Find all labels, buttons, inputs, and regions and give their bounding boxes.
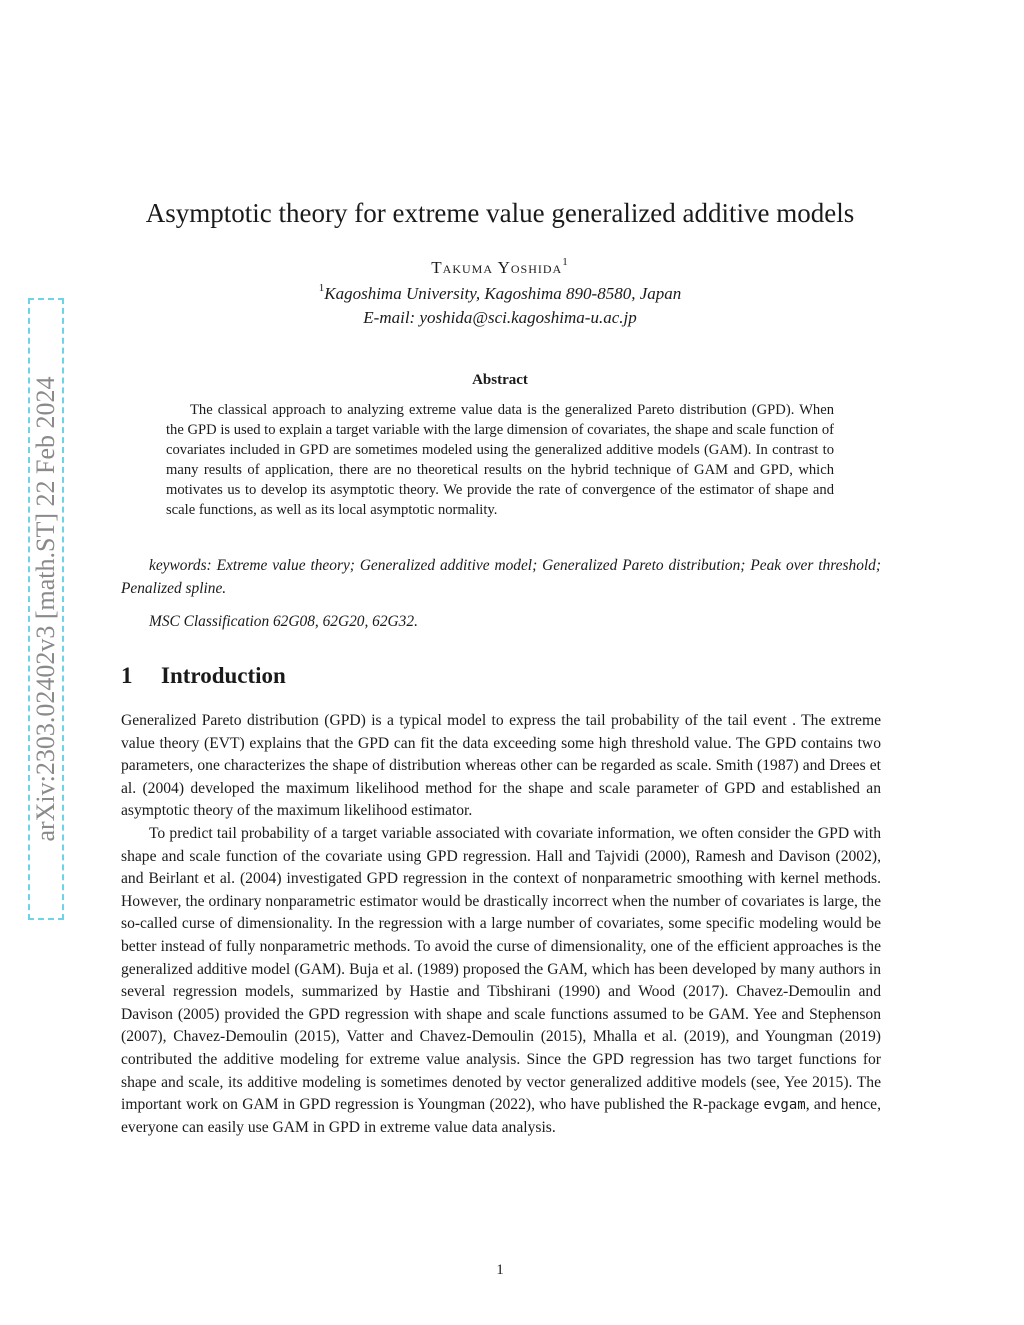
paper-title: Asymptotic theory for extreme value generalized additive models bbox=[145, 198, 855, 228]
paragraph-2-end: , and hence, everyone can easily use GAM in GPD in extreme value data analysis. bbox=[121, 1096, 881, 1136]
arxiv-identifier: arXiv:2303.02402v3 [math.ST] 22 Feb 2024 bbox=[31, 376, 60, 842]
author-superscript: 1 bbox=[562, 256, 569, 268]
paragraph-2-main: To predict tail probability of a target variable associated with covariate information, we often consider the GPD with shape and scale function of the covariate using GPD regression. Hall and Tajvidi (2000), Ramesh and Davison (2002), and Beirlant et al. (2004) investigated GPD regression in the context of nonparametric smoothing with kernel methods. However, the ordinary nonparametric estimator would be drastically incorrect when the number of covariates is large, the so-called curse of dimensionality. In the regression with a large number of covariates, some specific modeling would be better instead of fully nonparametric methods. To avoid the curse of dimensionality, one of the efficient approaches is the generalized additive model (GAM). Buja et al. (1989) proposed the GAM, which has been developed by many authors in several regression models, summarized by Hastie and Tibshirani (1990) and Wood (2017). Chavez-Demoulin and Davison (2005) provided the GPD regression with shape and scale functions assumed to be GAM. Yee and Stephenson (2007), Chavez-Demoulin (2015), Vatter and Chavez-Demoulin (2015), Mhalla et al. (2019), and Youngman (2019) contributed the additive modeling for extreme value analysis. Since the GPD regression has two target functions for shape and scale, its additive modeling is sometimes denoted by vector generalized additive models (see, Yee 2015). The important work on GAM in GPD regression is Youngman (2022), who have published the R-package bbox=[121, 824, 881, 1114]
author-email: E-mail: yoshida@sci.kagoshima-u.ac.jp bbox=[363, 308, 637, 327]
page-number: 1 bbox=[496, 1262, 504, 1278]
section-number: 1 bbox=[121, 663, 133, 688]
paragraph-1: Generalized Pareto distribution (GPD) is a typical model to express the tail probability of the tail event . The extreme value theory (EVT) explains that the GPD can fit the data exceeding some high threshold value. The GPD contains two parameters, one characterizes the shape of distribution whereas other can be regarded as scale. Smith (1987) and Drees et al. (2004) developed the maximum likelihood method for the shape and scale parameter of GPD and established an asymptotic theory of the maximum likelihood estimator. bbox=[121, 712, 881, 820]
affiliation bbox=[100, 284, 900, 304]
section-body bbox=[121, 710, 881, 1139]
section-heading bbox=[121, 663, 821, 689]
affiliation-superscript: 1 bbox=[318, 282, 325, 294]
affiliation-text: Kagoshima University, Kagoshima 890-8580, Japan bbox=[324, 284, 682, 303]
abstract-heading: Abstract bbox=[472, 372, 528, 388]
arxiv-stamp bbox=[28, 298, 64, 920]
author-name: Takuma Yoshida bbox=[431, 258, 563, 277]
section-title: Introduction bbox=[161, 663, 286, 688]
author bbox=[100, 258, 900, 278]
msc-classification: MSC Classification 62G08, 62G20, 62G32. bbox=[149, 613, 418, 630]
abstract-text: The classical approach to analyzing extreme value data is the generalized Pareto distribution (GPD). When the GPD is used to explain a target variable with the large dimension of covariates, the shape and scale function of covariates included in GPD are sometimes modeled using the generalized additive models (GAM). In contrast to many results of application, there are no theoretical results on the hybrid technique of GAM and GPD, which motivates us to develop its asymptotic theory. We provide the rate of convergence of the estimator of shape and scale functions, as well as its local asymptotic normality. bbox=[166, 402, 834, 518]
paragraph-2 bbox=[121, 823, 881, 1139]
package-name: evgam bbox=[763, 1097, 806, 1114]
keywords: keywords: Extreme value theory; Generalized additive model; Generalized Pareto distribution; Peak over threshold; Penalized spline. bbox=[121, 557, 881, 597]
